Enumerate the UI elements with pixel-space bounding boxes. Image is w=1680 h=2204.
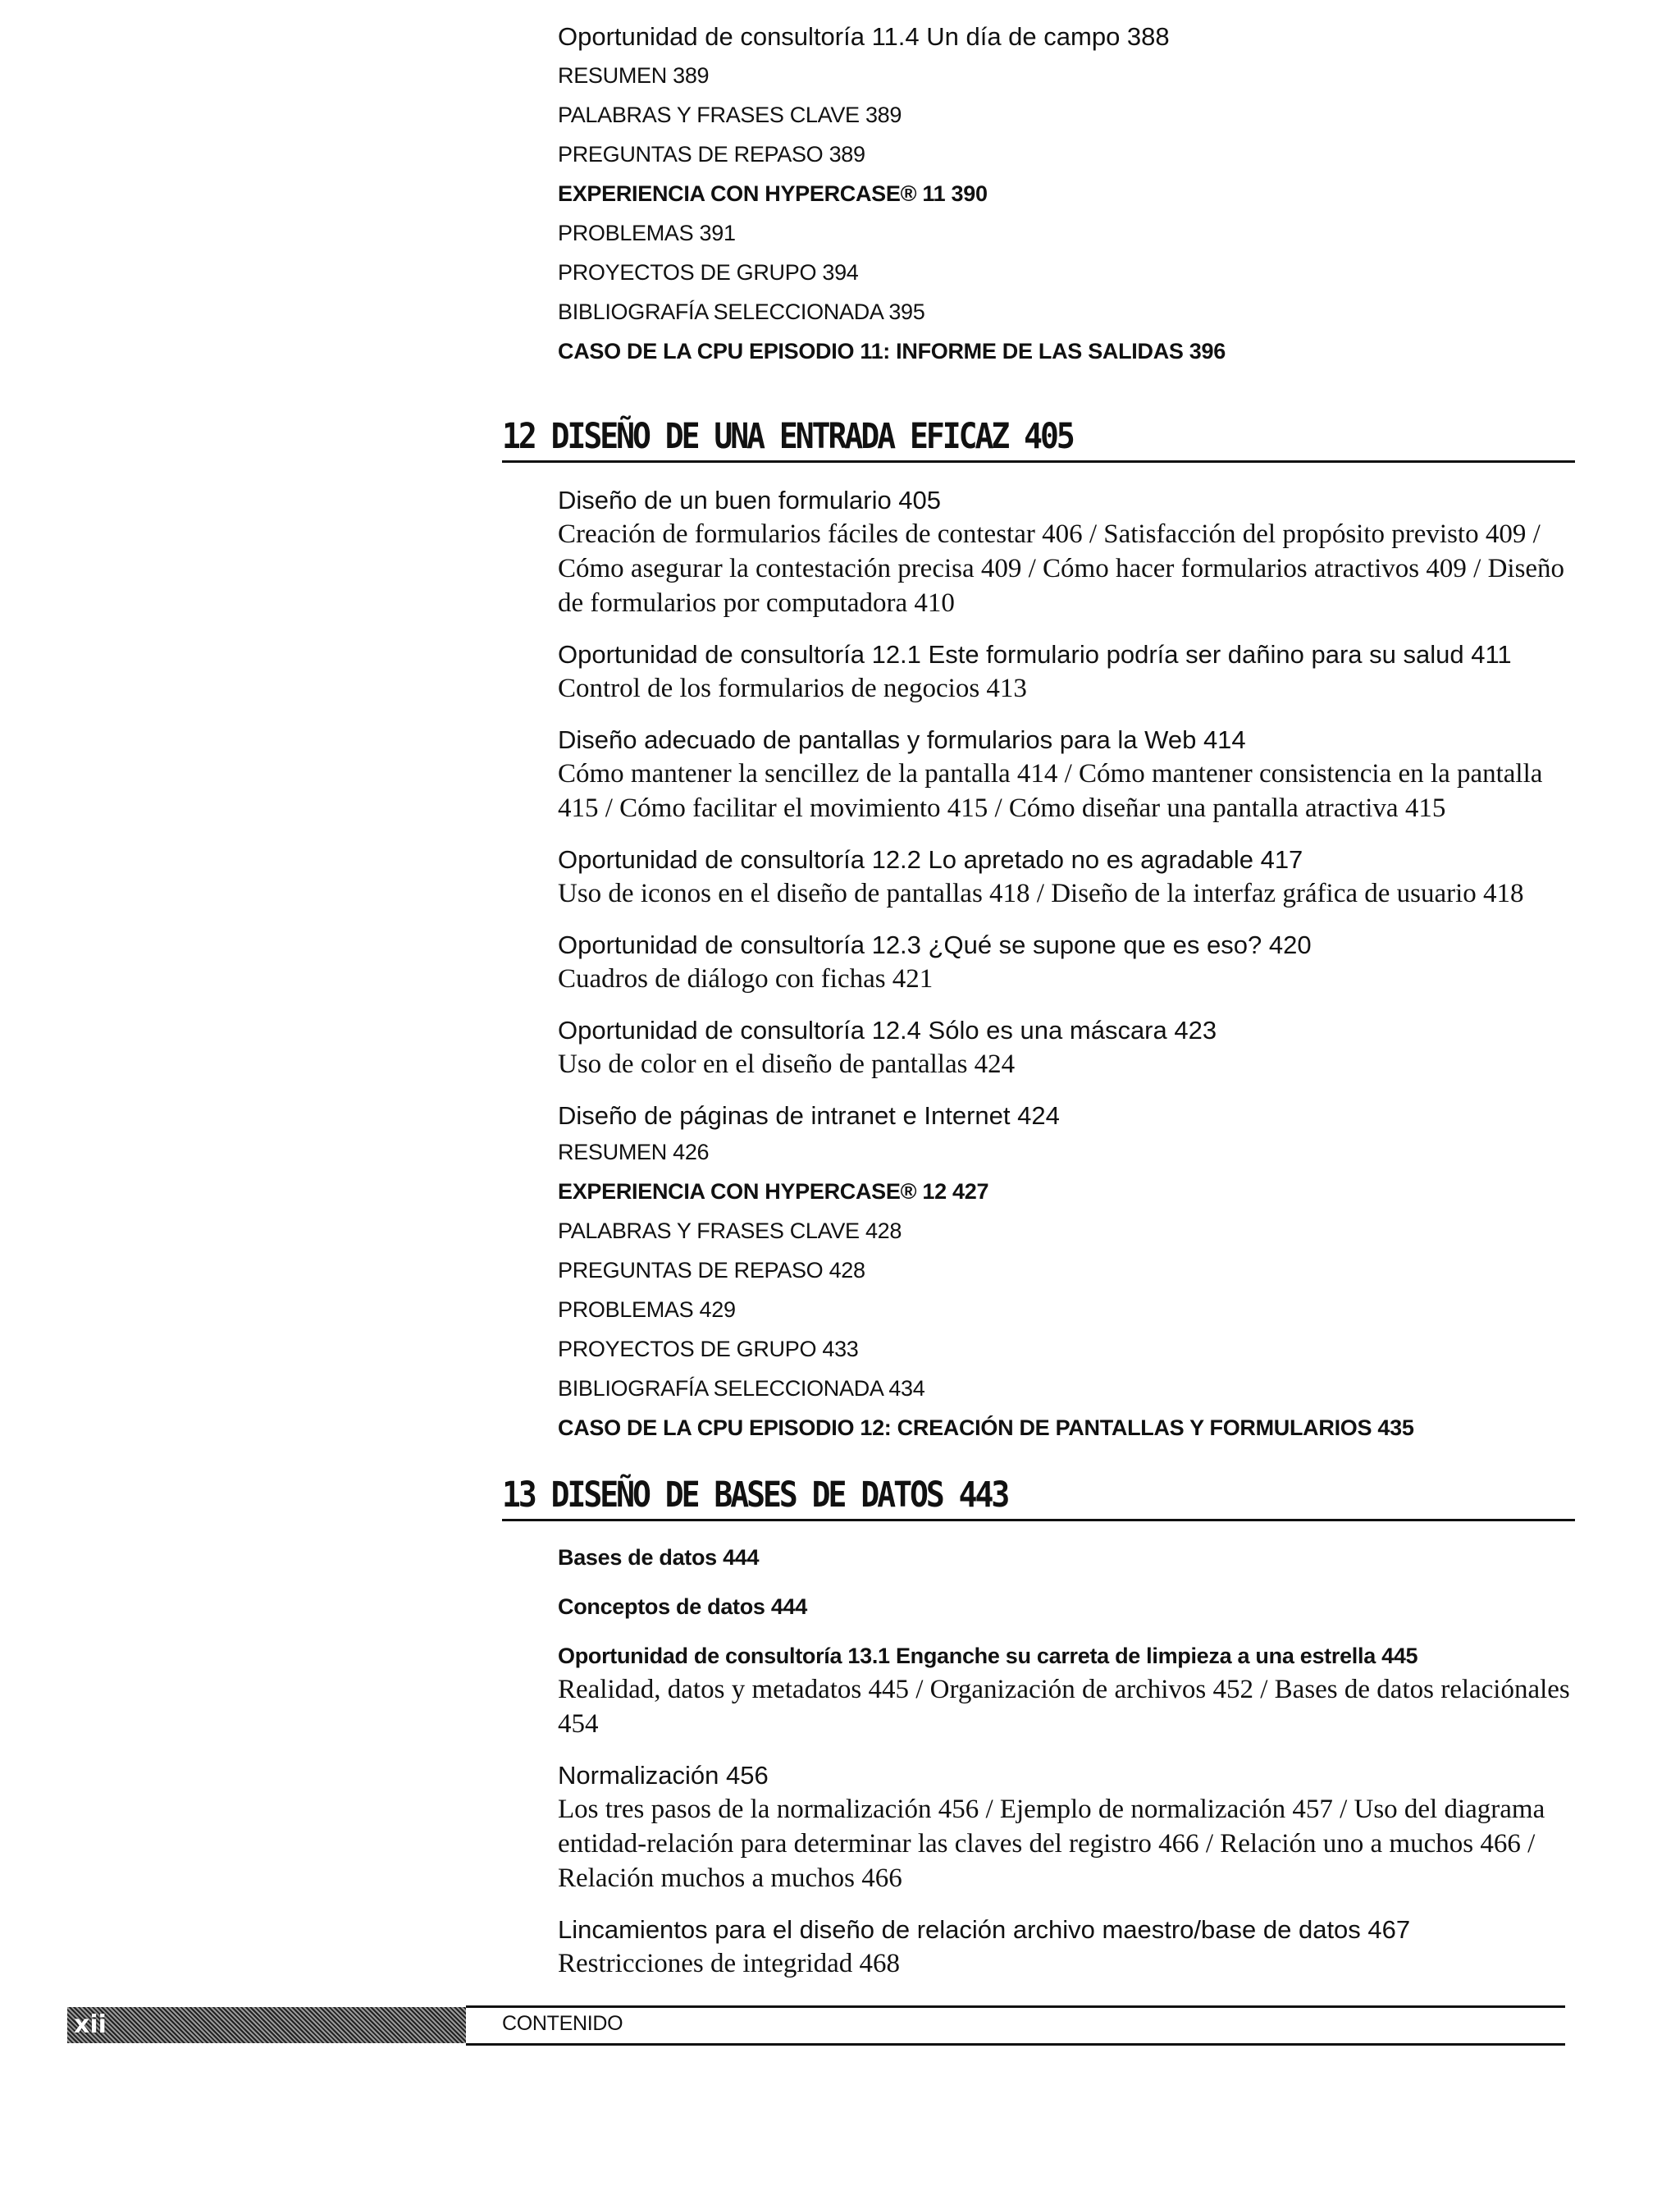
toc-entry: BIBLIOGRAFÍA SELECCIONADA 434	[558, 1376, 925, 1401]
toc-heading: Oportunidad de consultoría 12.4 Sólo es una máscara 423	[558, 1016, 1217, 1045]
toc-heading: Diseño adecuado de pantallas y formularios para la Web 414	[558, 725, 1246, 754]
toc-heading: Oportunidad de consultoría 13.1 Enganche su carreta de limpieza a una estrella 445	[558, 1644, 1418, 1668]
toc-entry: PALABRAS Y FRASES CLAVE 389	[558, 103, 902, 127]
chapter-13-contents	[558, 1541, 1583, 1999]
toc-entry: PREGUNTAS DE REPASO 428	[558, 1258, 865, 1283]
running-footer: CONTENIDO	[502, 2012, 623, 2035]
toc-entry: BIBLIOGRAFÍA SELECCIONADA 395	[558, 300, 925, 324]
toc-heading: Conceptos de datos 444	[558, 1594, 807, 1619]
toc-section	[558, 724, 1583, 825]
toc-subtopics: Uso de iconos en el diseño de pantallas 418 / Diseño de la interfaz gráfica de usuario 418	[558, 879, 1524, 908]
toc-entry: EXPERIENCIA CON HYPERCASE® 12 427	[558, 1179, 989, 1204]
chapter-12-contents	[558, 484, 1583, 1447]
toc-heading: Diseño de páginas de intranet e Internet 424	[558, 1101, 1060, 1130]
toc-subtopics: Creación de formularios fáciles de contestar 406 / Satisfacción del propósito previsto 409 / Cómo asegurar la contestación precisa 409 / Cómo hacer formularios atractivos 409 / Diseño de formularios por computadora 410	[558, 519, 1565, 618]
toc-entry: RESUMEN 426	[558, 1140, 710, 1164]
toc-entry: PALABRAS Y FRASES CLAVE 428	[558, 1219, 902, 1243]
toc-subtopics: Restricciones de integridad 468	[558, 1949, 900, 1978]
toc-entry: EXPERIENCIA CON HYPERCASE® 11 390	[558, 181, 988, 206]
toc-section	[558, 1639, 1583, 1741]
toc-subtopics: Los tres pasos de la normalización 456 / Ejemplo de normalización 457 / Uso del diagrama entidad-relación para determinar las claves del registro 466 / Relación uno a muchos 466 / Relación muchos a muchos 466	[558, 1795, 1545, 1893]
toc-entry: PREGUNTAS DE REPASO 389	[558, 142, 865, 167]
toc-entry: Oportunidad de consultoría 11.4 Un día de campo 388	[558, 22, 1170, 51]
toc-section	[558, 1014, 1583, 1081]
toc-entry: PROYECTOS DE GRUPO 394	[558, 260, 859, 285]
toc-entry: RESUMEN 389	[558, 63, 710, 88]
toc-section	[558, 638, 1583, 706]
chapter-rule	[502, 460, 1575, 463]
toc-subtopics: Control de los formularios de negocios 413	[558, 674, 1027, 703]
toc-heading: Bases de datos 444	[558, 1545, 760, 1570]
toc-section	[558, 1914, 1583, 1981]
toc-section	[558, 1759, 1583, 1895]
toc-section	[558, 929, 1583, 996]
chapter-title: 12 DISEÑO DE UNA ENTRADA EFICAZ 405	[502, 415, 1073, 456]
toc-section	[558, 844, 1583, 911]
toc-heading: Oportunidad de consultoría 12.1 Este formulario podría ser dañino para su salud 411	[558, 640, 1512, 669]
chapter-13-heading	[502, 1470, 1575, 1521]
toc-entry: PROBLEMAS 429	[558, 1297, 736, 1322]
toc-heading: Normalización 456	[558, 1761, 769, 1790]
footer-rule	[466, 2005, 1565, 2008]
toc-subtopics: Cuadros de diálogo con fichas 421	[558, 964, 934, 994]
toc-heading: Oportunidad de consultoría 12.3 ¿Qué se supone que es eso? 420	[558, 931, 1312, 959]
chapter-12-heading	[502, 412, 1575, 463]
toc-subtopics: Realidad, datos y metadatos 445 / Organización de archivos 452 / Bases de datos relaciónales 454	[558, 1675, 1570, 1739]
toc-entry: PROBLEMAS 391	[558, 221, 736, 245]
page-number: xii	[74, 2010, 107, 2039]
chapter-title: 13 DISEÑO DE BASES DE DATOS 443	[502, 1474, 1008, 1515]
toc-entry: PROYECTOS DE GRUPO 433	[558, 1337, 859, 1361]
toc-subtopics: Uso de color en el diseño de pantallas 424	[558, 1049, 1016, 1079]
toc-subtopics: Cómo mantener la sencillez de la pantalla 414 / Cómo mantener consistencia en la pantalla 415 / Cómo facilitar el movimiento 415 / Cómo diseñar una pantalla atractiva 415	[558, 759, 1543, 823]
toc-entry: CASO DE LA CPU EPISODIO 12: CREACIÓN DE PANTALLAS Y FORMULARIOS 435	[558, 1415, 1414, 1440]
toc-heading: Lincamientos para el diseño de relación archivo maestro/base de datos 467	[558, 1915, 1411, 1944]
toc-heading: Oportunidad de consultoría 12.2 Lo apretado no es agradable 417	[558, 845, 1303, 874]
toc-section	[558, 484, 1583, 620]
chapter-rule	[502, 1519, 1575, 1521]
chapter-11-tail	[558, 18, 1583, 371]
toc-heading: Diseño de un buen formulario 405	[558, 486, 942, 514]
footer-page-bar	[67, 2007, 466, 2043]
footer-rule	[466, 2043, 1565, 2046]
toc-entry: CASO DE LA CPU EPISODIO 11: INFORME DE LAS SALIDAS 396	[558, 339, 1226, 364]
